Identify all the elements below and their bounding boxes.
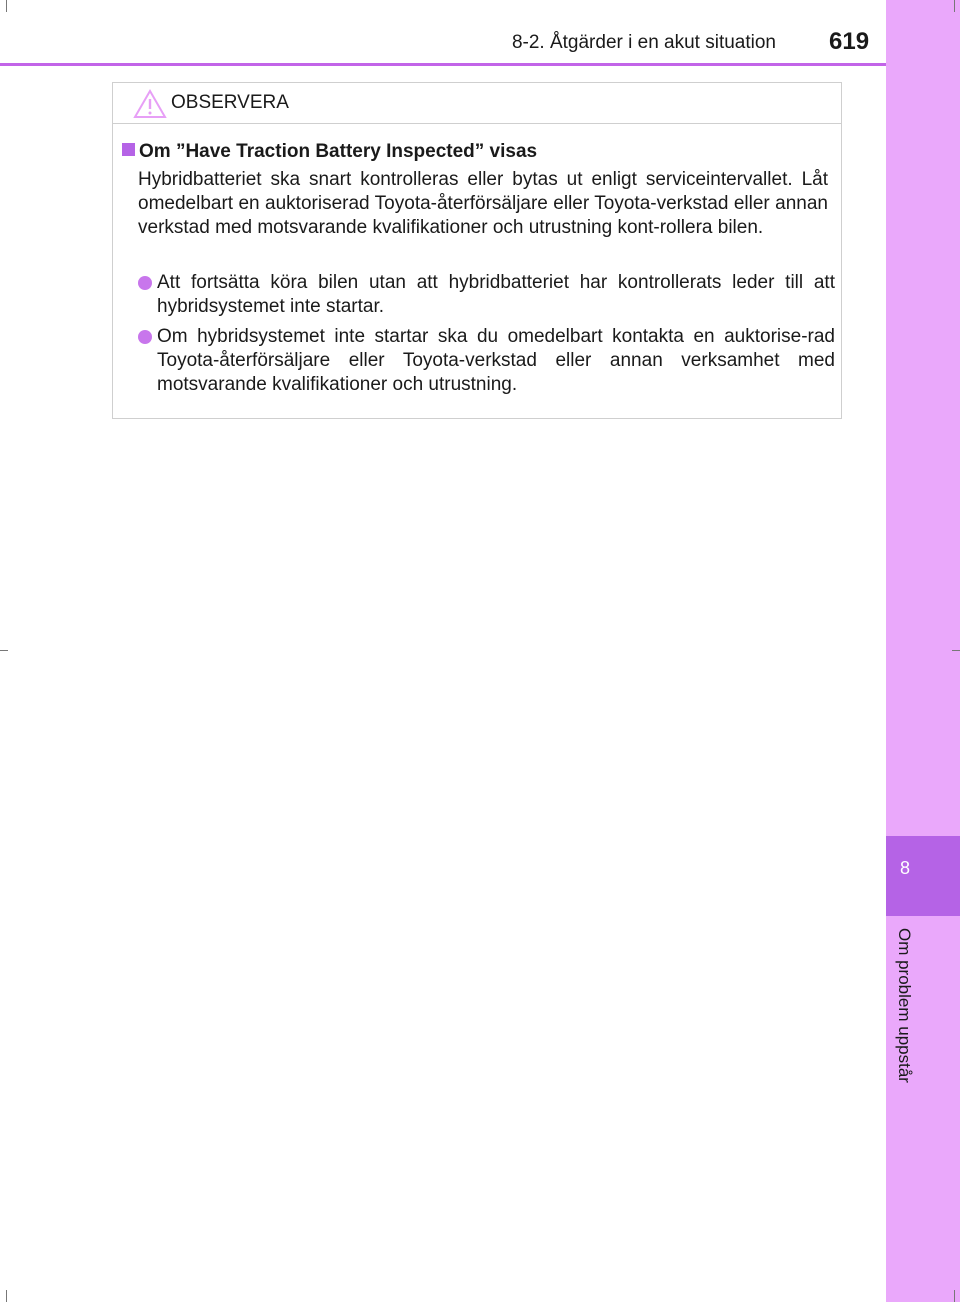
section-heading — [122, 141, 537, 163]
crop-mark — [954, 1290, 955, 1302]
header-rule — [0, 63, 886, 66]
crop-mark — [6, 1290, 7, 1302]
bullet-dot-icon — [138, 330, 152, 344]
crop-mark — [6, 0, 7, 12]
list-item — [138, 271, 835, 319]
notice-label: OBSERVERA — [171, 92, 289, 113]
chapter-number: 8 — [899, 858, 910, 878]
chapter-title: Om problem uppstår — [895, 928, 914, 1083]
square-bullet-icon — [122, 143, 135, 156]
side-tab — [886, 0, 960, 1302]
list-item — [138, 325, 835, 397]
warning-triangle-icon — [133, 89, 167, 124]
notice-paragraph: Hybridbatteriet ska snart kontrolleras eller bytas ut enligt serviceintervallet. Låt omedelbart en auktoriserad Toyota-återförsäljare eller Toyota-verkstad eller annan verkstad med motsvarande kvalifikationer och utrustning kont-rollera bilen. — [138, 169, 828, 238]
list-item-text: Att fortsätta köra bilen utan att hybridbatteriet har kontrollerats leder till att hybridsystemet inte startar. — [157, 272, 835, 317]
page-number: 619 — [829, 28, 870, 55]
header-section-title: 8-2. Åtgärder i en akut situation — [511, 32, 776, 53]
list-item-text: Om hybridsystemet inte startar ska du omedelbart kontakta en auktorise-rad Toyota-återförsäljare eller Toyota-verkstad eller annan verksamhet med motsvarande kvalifikationer och utrustning. — [157, 326, 835, 395]
bullet-dot-icon — [138, 276, 152, 290]
section-heading-text: Om ”Have Traction Battery Inspected” visas — [139, 141, 538, 162]
crop-mark — [952, 650, 960, 651]
crop-mark — [0, 650, 8, 651]
notice-header — [113, 83, 841, 124]
notice-box — [112, 82, 842, 419]
crop-mark — [954, 0, 955, 12]
